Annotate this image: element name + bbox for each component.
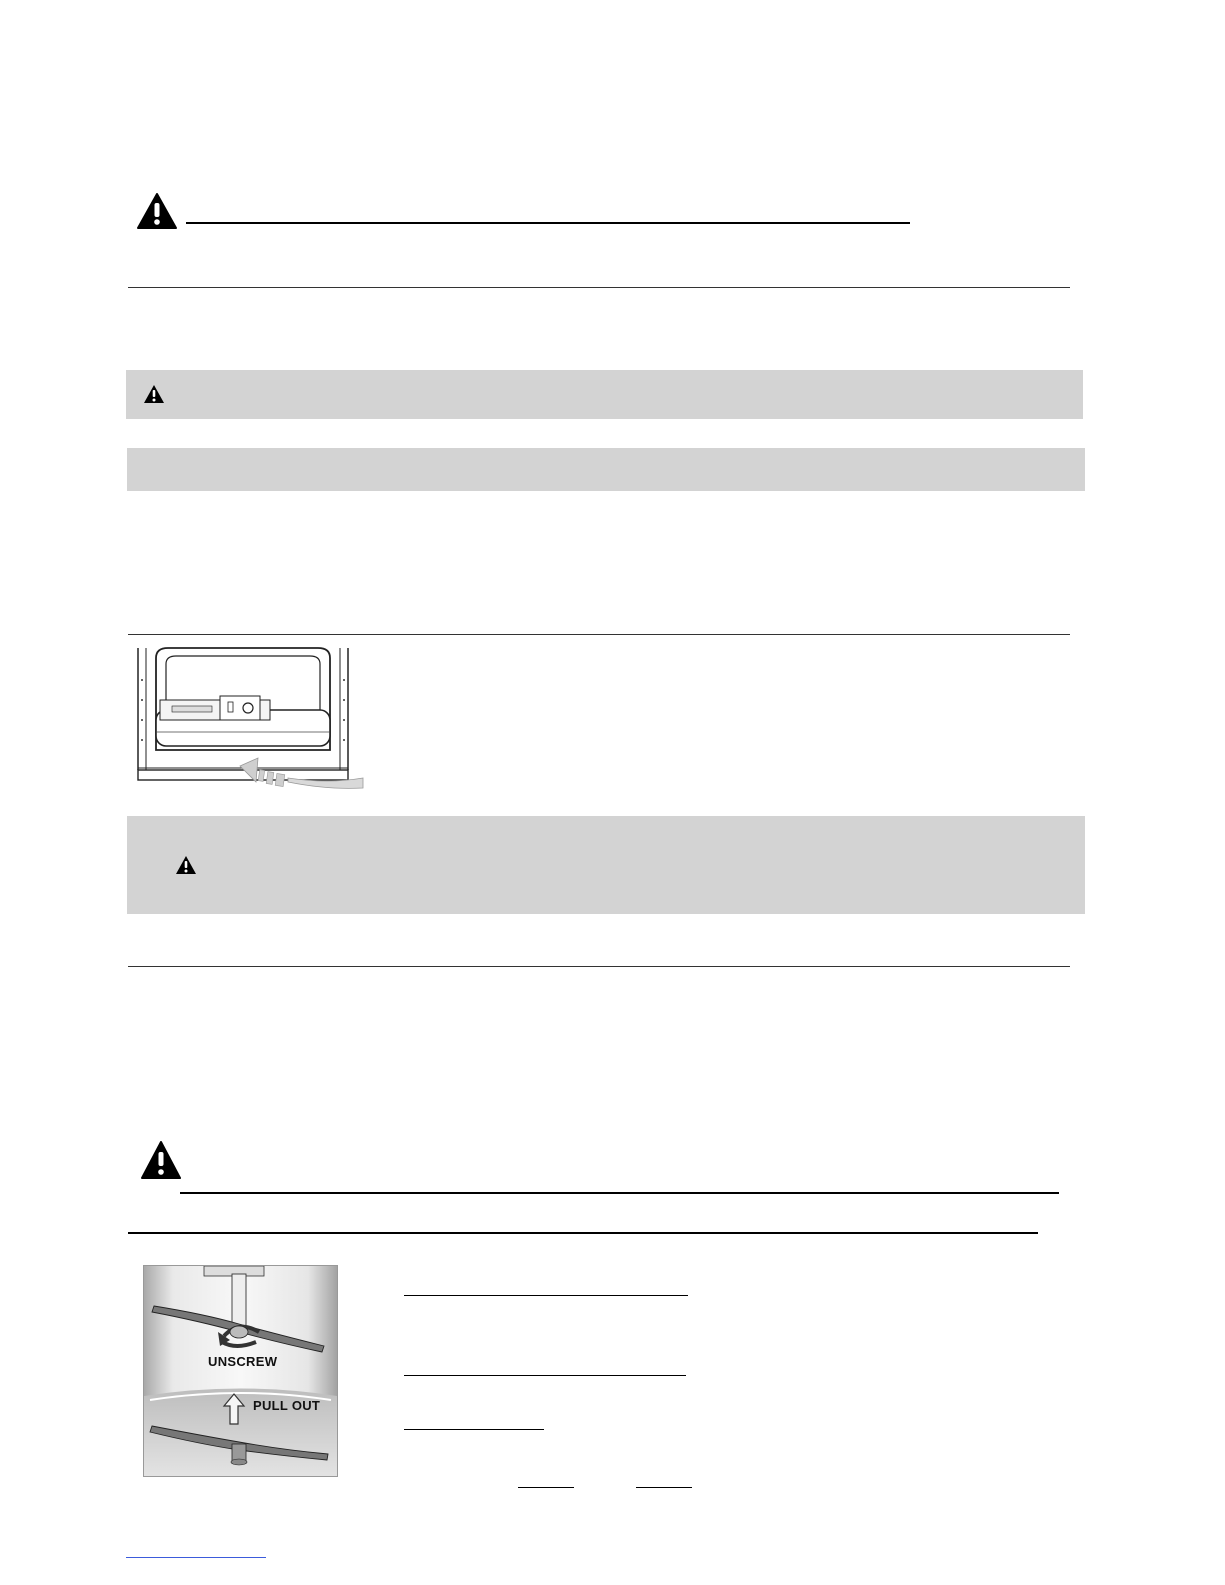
dishwasher-rack-figure	[128, 640, 368, 802]
warning-triangle-icon	[136, 192, 178, 230]
spray-arm-figure	[143, 1265, 338, 1477]
section-divider	[128, 966, 1070, 967]
footer-link-underline	[126, 1557, 266, 1558]
warning-heading-underline	[180, 1192, 1059, 1194]
warning-heading-underline	[186, 222, 910, 224]
section-divider	[128, 634, 1070, 635]
warning-triangle-icon	[143, 384, 165, 404]
instruction-underline	[636, 1487, 692, 1488]
warning-triangle-icon	[175, 855, 197, 875]
unscrew-label: UNSCREW	[208, 1354, 278, 1369]
caution-box	[127, 816, 1085, 914]
instruction-underline	[404, 1429, 544, 1430]
caution-box	[126, 370, 1083, 419]
warning-triangle-icon	[140, 1140, 182, 1180]
note-box	[127, 448, 1085, 491]
instruction-underline	[404, 1295, 688, 1296]
section-divider	[128, 287, 1070, 288]
instruction-underline	[404, 1375, 686, 1376]
warning-heading-underline	[128, 1232, 1038, 1234]
instruction-underline	[518, 1487, 574, 1488]
pull-out-label: PULL OUT	[253, 1398, 321, 1413]
